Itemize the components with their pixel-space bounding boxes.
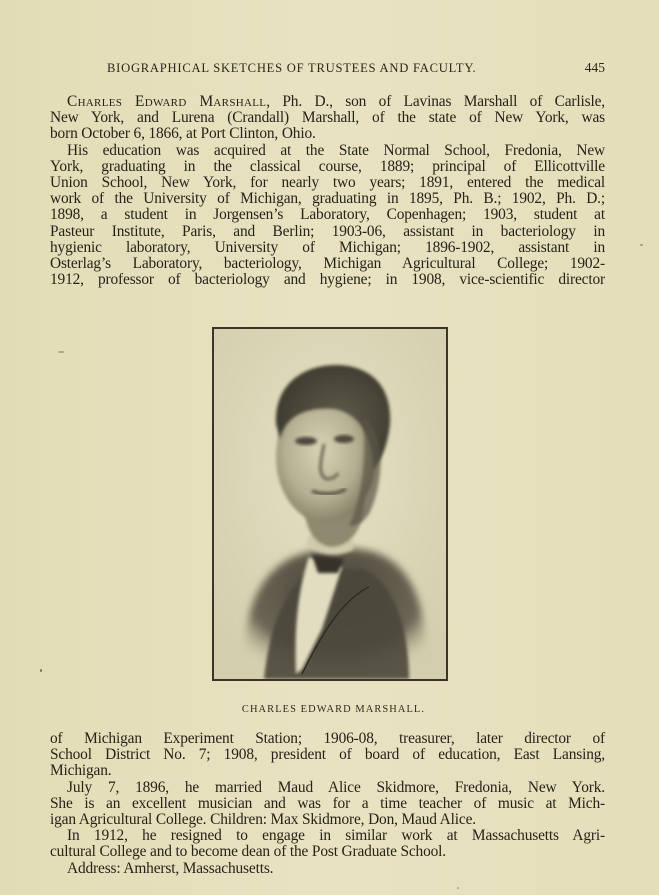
- text-line: Osterlag’s Laboratory, bacteriology, Michigan Agricultural College; 1902-: [50, 255, 605, 273]
- text-line: York, graduating in the classical course, 1889; principal of Ellicottville: [50, 157, 605, 175]
- paper-speck: [40, 669, 42, 672]
- text-line: 1912, professor of bacteriology and hygiene; in 1908, vice-scientific director: [50, 271, 605, 289]
- text-line: Charles Edward Marshall, Ph. D., son of Lavinas Marshall of Carlisle,: [67, 93, 605, 110]
- subject-name-smallcaps: Charles Edward Marshall: [67, 93, 267, 110]
- biography-text-top: [50, 94, 605, 288]
- text-line: July 7, 1896, he married Maud Alice Skidmore, Fredonia, New York.: [67, 778, 605, 796]
- text-line: New York, and Lurena (Crandall) Marshall, of the state of New York, was: [50, 109, 605, 127]
- text-line: 1898, a student in Jorgensen’s Laboratory, Copenhagen; 1903, student at: [50, 206, 605, 224]
- text-line: Address: Amherst, Massachusetts.: [67, 859, 274, 877]
- biography-text-bottom: [50, 731, 605, 877]
- text-line: born October 6, 1866, at Port Clinton, Ohio.: [50, 125, 316, 143]
- text-line: School District No. 7; 1908, president of board of education, East Lansing,: [50, 746, 605, 764]
- text-line: Union School, New York, for nearly two years; 1891, entered the medical: [50, 174, 605, 192]
- text-line: Michigan.: [50, 762, 112, 780]
- portrait-illustration: [214, 329, 446, 679]
- text-line: cultural College and to become dean of the Post Graduate School.: [50, 843, 446, 861]
- running-head: [107, 60, 605, 76]
- text-line: hygienic laboratory, University of Michigan; 1896-1902, assistant in: [50, 238, 605, 256]
- page-number: 445: [584, 60, 605, 75]
- paper-speck: [640, 244, 643, 246]
- text-line: Pasteur Institute, Paris, and Berlin; 1903-06, assistant in bacteriology in: [50, 222, 605, 240]
- text-line: of Michigan Experiment Station; 1906-08, treasurer, later director of: [50, 730, 605, 747]
- text-line: igan Agricultural College. Children: Max Skidmore, Don, Maud Alice.: [50, 811, 476, 829]
- portrait-photograph: [212, 327, 448, 681]
- text-line: His education was acquired at the State Normal School, Fredonia, New: [67, 141, 605, 159]
- photo-caption: CHARLES EDWARD MARSHALL.: [241, 704, 426, 715]
- running-head-title: BIOGRAPHICAL SKETCHES OF TRUSTEES AND FACULTY.: [107, 61, 477, 75]
- paper-speck: [58, 351, 64, 353]
- text-line: In 1912, he resigned to engage in similar work at Massachusetts Agri-: [67, 827, 605, 845]
- text-line: work of the University of Michigan, graduating in 1895, Ph. B.; 1902, Ph. D.;: [50, 190, 605, 208]
- text-line: She is an excellent musician and was for a time teacher of music at Mich-: [50, 794, 605, 812]
- paper-speck: [457, 887, 459, 889]
